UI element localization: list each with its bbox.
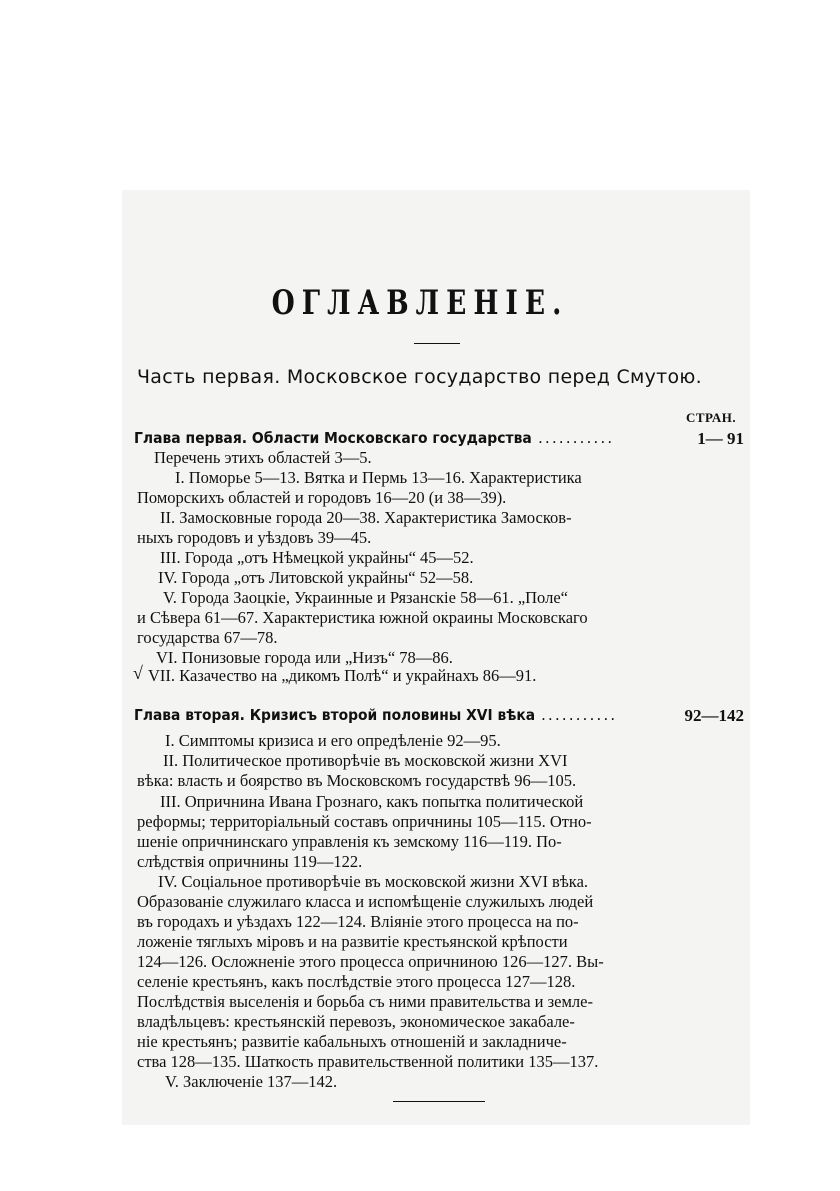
chapter-1-line: государства 67—78. — [137, 628, 278, 647]
chapter-title: Глава вторая. Кризисъ второй половины XVI вѣка — [134, 706, 536, 724]
chapter-title: Глава первая. Области Московскаго государства — [134, 429, 532, 447]
chapter-1-line: VI. Понизовые города или „Низъ“ 78—86. — [156, 648, 453, 667]
chapter-2-line: I. Симптомы кризиса и его опредѣленіе 92—95. — [165, 731, 501, 750]
dot-leader: ........... — [541, 706, 618, 724]
chapter-2-line: V. Заключеніе 137—142. — [165, 1072, 338, 1091]
chapter-2-line: II. Политическое противорѣчіе въ московской жизни XVI — [163, 751, 568, 770]
chapter-2-line: ложеніе тяглыхъ міровъ и на развитіе крестьянской крѣпости — [137, 932, 568, 951]
chapter-2-line: владѣльцевъ: крестьянскій перевозъ, экономическое закабале- — [137, 1012, 575, 1031]
chapter-1-line: и Сѣвера 61—67. Характеристика южной окраины Московскаго — [137, 608, 588, 627]
page-column-header: СТРАН. — [686, 410, 737, 425]
chapter-pages: 1— 91 — [697, 429, 744, 448]
chapter-2-line: Образованіе служилаго класса и испомѣщеніе служилыхъ людей — [137, 892, 594, 911]
chapter-2-line: IV. Соціальное противорѣчіе въ московской жизни XVI вѣка. — [158, 872, 589, 891]
chapter-1-line: Поморскихъ областей и городовъ 16—20 (и 38—39). — [137, 488, 507, 507]
margin-check-mark: √ — [133, 663, 143, 683]
chapter-2-line: III. Опричнина Ивана Грознаго, какъ попытка политической — [160, 792, 584, 811]
dot-leader: ........... — [538, 429, 615, 447]
chapter-1-line: Перечень этихъ областей 3—5. — [154, 448, 372, 467]
chapter-2-line: ніе крестьянъ; развитіе кабальныхъ отношеній и закладниче- — [137, 1032, 567, 1051]
chapter-2-line: въ городахъ и уѣздахъ 122—124. Вліяніе этого процесса на по- — [137, 912, 579, 931]
page-title: ОГЛАВЛЕНІЕ. — [271, 283, 569, 323]
part-heading: Часть первая. Московское государство перед Смутою. — [137, 366, 702, 388]
chapter-1-line: I. Поморье 5—13. Вятка и Пермь 13—16. Характеристика — [175, 468, 582, 487]
chapter-2-line: слѣдствія опричнины 119—122. — [137, 852, 363, 871]
chapter-2-line: 124—126. Осложненіе этого процесса опричниною 126—127. Вы- — [137, 952, 604, 971]
chapter-2-line: реформы; территоріальный составъ опричнины 105—115. Отно- — [137, 812, 592, 831]
chapter-1-line: V. Города Заоцкіе, Украинные и Рязанскіе 58—61. „Поле“ — [163, 588, 568, 607]
chapter-2-line: шеніе опричнинскаго управленія къ земскому 116—119. По- — [137, 832, 562, 851]
chapter-2-line: селеніе крестьянъ, какъ послѣдствіе этого процесса 127—128. — [137, 972, 576, 991]
chapter-pages: 92—142 — [684, 706, 744, 725]
chapter-1-line: II. Замосковные города 20—38. Характеристика Замосков- — [160, 508, 572, 527]
chapter-2-line: вѣка: власть и боярство въ Московскомъ государствѣ 96—105. — [137, 771, 577, 790]
chapter-2-line: ства 128—135. Шаткость правительственной политики 135—137. — [137, 1052, 599, 1071]
chapter-1-line: VII. Казачество на „дикомъ Полѣ“ и украйнахъ 86—91. — [148, 666, 537, 685]
title-divider — [414, 343, 460, 344]
chapter-1-line: ныхъ городовъ и уѣздовъ 39—45. — [137, 528, 372, 547]
chapter-2-heading — [134, 706, 744, 728]
chapter-2-line: Послѣдствія выселенія и борьба съ ними правительства и земле- — [137, 992, 593, 1011]
chapter-1-line: III. Города „отъ Нѣмецкой украйны“ 45—52. — [160, 548, 474, 567]
chapter-1-line: IV. Города „отъ Литовской украйны“ 52—58. — [158, 568, 474, 587]
end-divider — [393, 1101, 485, 1102]
